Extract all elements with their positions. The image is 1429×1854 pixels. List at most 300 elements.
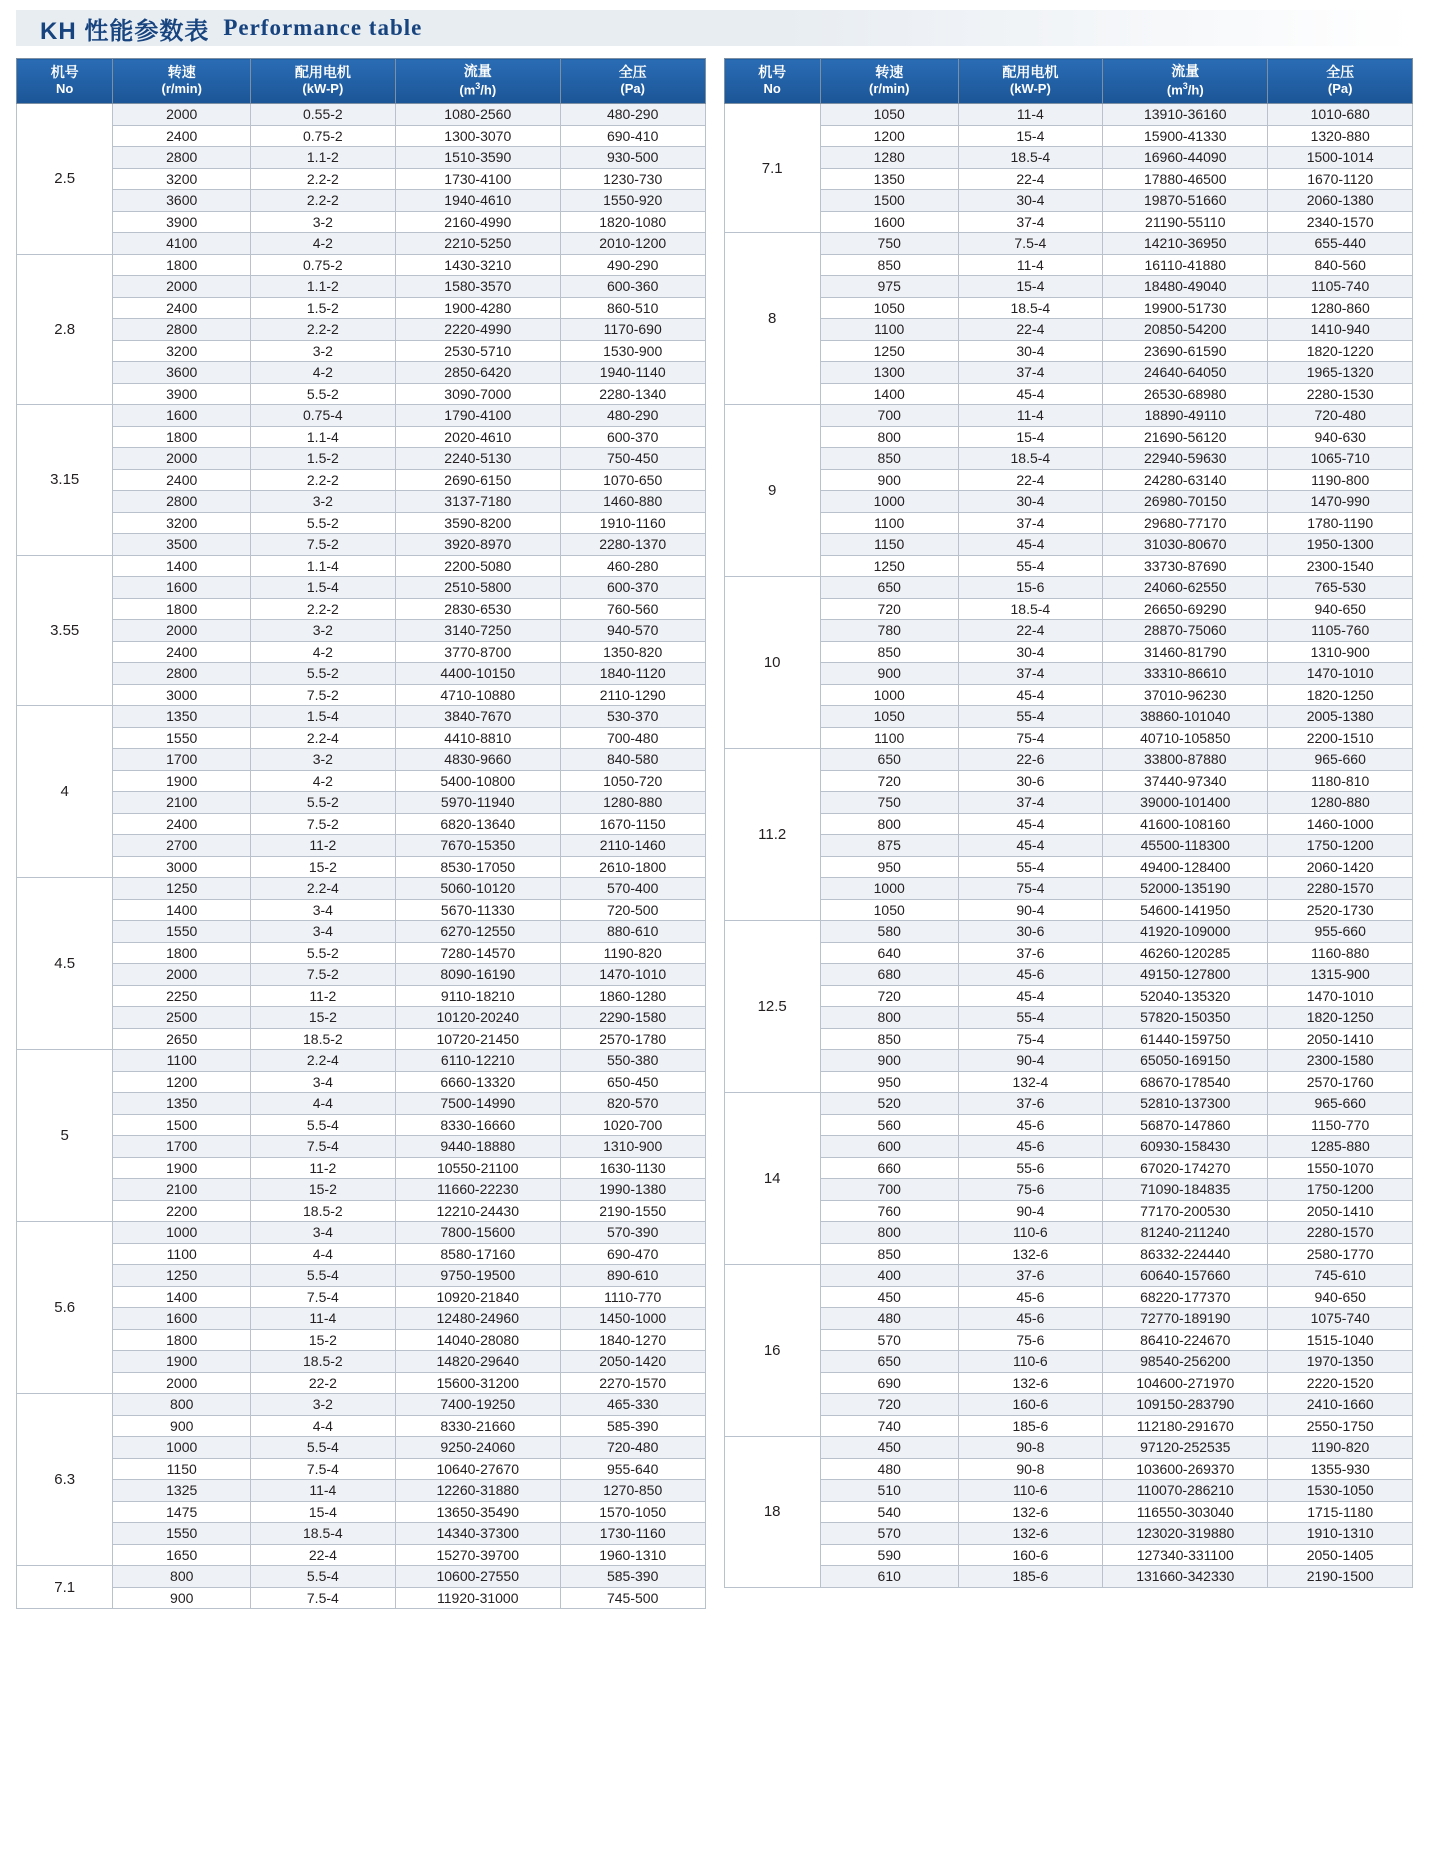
cell-pressure: 2060-1380 <box>1268 190 1413 212</box>
cell-flow: 2530-5710 <box>395 340 560 362</box>
cell-flow: 60930-158430 <box>1103 1136 1268 1158</box>
cell-pressure: 1820-1250 <box>1268 684 1413 706</box>
table-row <box>17 1200 706 1222</box>
table-row <box>17 1351 706 1373</box>
table-row <box>17 770 706 792</box>
cell-speed: 1900 <box>113 770 251 792</box>
performance-table-right <box>724 58 1414 1588</box>
cell-speed: 650 <box>820 577 958 599</box>
page-title-bar <box>16 10 1413 46</box>
table-row <box>17 856 706 878</box>
table-row <box>724 1136 1413 1158</box>
cell-flow: 7400-19250 <box>395 1394 560 1416</box>
cell-speed: 875 <box>820 835 958 857</box>
cell-speed: 1800 <box>113 254 251 276</box>
cell-motor: 90-4 <box>958 1200 1103 1222</box>
cell-motor: 18.5-4 <box>958 147 1103 169</box>
cell-pressure: 1470-1010 <box>1268 985 1413 1007</box>
cell-flow: 54600-141950 <box>1103 899 1268 921</box>
cell-flow: 104600-271970 <box>1103 1372 1268 1394</box>
table-row <box>724 663 1413 685</box>
cell-speed: 850 <box>820 641 958 663</box>
cell-pressure: 750-450 <box>560 448 705 470</box>
cell-motor: 18.5-2 <box>251 1351 396 1373</box>
table-row <box>724 921 1413 943</box>
cell-speed: 1000 <box>113 1222 251 1244</box>
cell-speed: 720 <box>820 985 958 1007</box>
cell-speed: 1500 <box>820 190 958 212</box>
table-row <box>724 1437 1413 1459</box>
table-row <box>17 1458 706 1480</box>
cell-pressure: 1310-900 <box>1268 641 1413 663</box>
table-row <box>724 813 1413 835</box>
header-flow: 流量 $(m^3/h)$ <box>395 59 560 104</box>
cell-model: 2.8 <box>17 254 113 405</box>
table-row <box>724 1544 1413 1566</box>
cell-pressure: 2005-1380 <box>1268 706 1413 728</box>
cell-flow: 12480-24960 <box>395 1308 560 1330</box>
cell-speed: 2200 <box>113 1200 251 1222</box>
cell-motor: 15-2 <box>251 1179 396 1201</box>
cell-speed: 2800 <box>113 663 251 685</box>
cell-pressure: 465-330 <box>560 1394 705 1416</box>
cell-speed: 1475 <box>113 1501 251 1523</box>
cell-speed: 1050 <box>820 297 958 319</box>
cell-flow: 14210-36950 <box>1103 233 1268 255</box>
cell-speed: 720 <box>820 770 958 792</box>
cell-speed: 400 <box>820 1265 958 1287</box>
cell-pressure: 1160-880 <box>1268 942 1413 964</box>
cell-flow: 112180-291670 <box>1103 1415 1268 1437</box>
cell-pressure: 600-360 <box>560 276 705 298</box>
table-row <box>17 749 706 771</box>
cell-flow: 2850-6420 <box>395 362 560 384</box>
table-row <box>17 663 706 685</box>
table-row <box>17 1071 706 1093</box>
table-row <box>724 1566 1413 1588</box>
cell-motor: 0.75-4 <box>251 405 396 427</box>
table-row <box>724 1308 1413 1330</box>
table-row <box>17 1007 706 1029</box>
cell-flow: 9440-18880 <box>395 1136 560 1158</box>
cell-flow: 97120-252535 <box>1103 1437 1268 1459</box>
cell-motor: 132-6 <box>958 1523 1103 1545</box>
cell-flow: 3770-8700 <box>395 641 560 663</box>
cell-pressure: 480-290 <box>560 405 705 427</box>
cell-pressure: 2300-1540 <box>1268 555 1413 577</box>
cell-flow: 86410-224670 <box>1103 1329 1268 1351</box>
cell-motor: 185-6 <box>958 1415 1103 1437</box>
cell-flow: 65050-169150 <box>1103 1050 1268 1072</box>
cell-pressure: 2050-1410 <box>1268 1028 1413 1050</box>
table-row <box>724 319 1413 341</box>
cell-motor: 18.5-4 <box>958 448 1103 470</box>
cell-motor: 5.5-4 <box>251 1114 396 1136</box>
cell-pressure: 2280-1340 <box>560 383 705 405</box>
cell-motor: 37-6 <box>958 1093 1103 1115</box>
cell-speed: 2250 <box>113 985 251 1007</box>
cell-flow: 56870-147860 <box>1103 1114 1268 1136</box>
cell-pressure: 1460-1000 <box>1268 813 1413 835</box>
cell-motor: 30-4 <box>958 641 1103 663</box>
cell-motor: 15-4 <box>958 125 1103 147</box>
cell-speed: 1600 <box>113 1308 251 1330</box>
cell-motor: 5.5-2 <box>251 792 396 814</box>
cell-motor: 37-4 <box>958 512 1103 534</box>
cell-motor: 4-4 <box>251 1243 396 1265</box>
table-row <box>17 641 706 663</box>
cell-flow: 26650-69290 <box>1103 598 1268 620</box>
table-row <box>17 448 706 470</box>
table-row <box>724 1243 1413 1265</box>
cell-pressure: 1315-900 <box>1268 964 1413 986</box>
right-table-body <box>724 104 1413 1588</box>
header-pressure: 全压 (Pa) <box>560 59 705 104</box>
cell-flow: 15270-39700 <box>395 1544 560 1566</box>
table-row <box>724 512 1413 534</box>
cell-speed: 560 <box>820 1114 958 1136</box>
cell-motor: 4-2 <box>251 641 396 663</box>
cell-pressure: 2200-1510 <box>1268 727 1413 749</box>
cell-motor: 90-4 <box>958 1050 1103 1072</box>
cell-speed: 640 <box>820 942 958 964</box>
cell-speed: 750 <box>820 792 958 814</box>
cell-pressure: 550-380 <box>560 1050 705 1072</box>
table-row <box>17 1544 706 1566</box>
cell-motor: 185-6 <box>958 1566 1103 1588</box>
cell-speed: 2100 <box>113 792 251 814</box>
table-row <box>17 319 706 341</box>
cell-flow: 21690-56120 <box>1103 426 1268 448</box>
table-row <box>724 1480 1413 1502</box>
cell-motor: 160-6 <box>958 1544 1103 1566</box>
table-row <box>724 577 1413 599</box>
table-row <box>724 1050 1413 1072</box>
cell-pressure: 1950-1300 <box>1268 534 1413 556</box>
cell-flow: 4410-8810 <box>395 727 560 749</box>
cell-speed: 1300 <box>820 362 958 384</box>
cell-speed: 680 <box>820 964 958 986</box>
cell-flow: 22940-59630 <box>1103 448 1268 470</box>
table-row <box>17 1028 706 1050</box>
table-row <box>724 534 1413 556</box>
table-row <box>17 706 706 728</box>
cell-model: 7.1 <box>724 104 820 233</box>
cell-pressure: 2280-1370 <box>560 534 705 556</box>
table-row <box>724 469 1413 491</box>
cell-speed: 2400 <box>113 469 251 491</box>
table-row <box>724 1114 1413 1136</box>
cell-motor: 30-4 <box>958 190 1103 212</box>
performance-table-page <box>0 10 1429 1854</box>
cell-pressure: 1470-990 <box>1268 491 1413 513</box>
cell-pressure: 1470-1010 <box>1268 663 1413 685</box>
cell-motor: 7.5-4 <box>251 1458 396 1480</box>
cell-flow: 8530-17050 <box>395 856 560 878</box>
cell-flow: 57820-150350 <box>1103 1007 1268 1029</box>
cell-pressure: 1190-820 <box>560 942 705 964</box>
cell-flow: 6270-12550 <box>395 921 560 943</box>
cell-motor: 1.1-2 <box>251 276 396 298</box>
cell-flow: 9750-19500 <box>395 1265 560 1287</box>
cell-flow: 23690-61590 <box>1103 340 1268 362</box>
table-row <box>17 1523 706 1545</box>
cell-pressure: 1940-1140 <box>560 362 705 384</box>
cell-pressure: 2050-1405 <box>1268 1544 1413 1566</box>
cell-flow: 40710-105850 <box>1103 727 1268 749</box>
cell-pressure: 1750-1200 <box>1268 1179 1413 1201</box>
cell-speed: 1550 <box>113 921 251 943</box>
table-row <box>724 1093 1413 1115</box>
cell-flow: 2690-6150 <box>395 469 560 491</box>
cell-motor: 15-4 <box>251 1501 396 1523</box>
cell-flow: 15900-41330 <box>1103 125 1268 147</box>
cell-motor: 15-4 <box>958 426 1103 448</box>
cell-flow: 3590-8200 <box>395 512 560 534</box>
cell-speed: 520 <box>820 1093 958 1115</box>
table-row <box>724 641 1413 663</box>
cell-pressure: 690-470 <box>560 1243 705 1265</box>
cell-pressure: 1910-1310 <box>1268 1523 1413 1545</box>
cell-pressure: 1180-810 <box>1268 770 1413 792</box>
cell-speed: 1050 <box>820 104 958 126</box>
cell-speed: 2000 <box>113 620 251 642</box>
cell-pressure: 1530-900 <box>560 340 705 362</box>
cell-speed: 3200 <box>113 340 251 362</box>
cell-pressure: 600-370 <box>560 426 705 448</box>
cell-pressure: 1970-1350 <box>1268 1351 1413 1373</box>
cell-motor: 11-4 <box>958 254 1103 276</box>
cell-motor: 7.5-2 <box>251 813 396 835</box>
table-row <box>17 190 706 212</box>
cell-motor: 7.5-4 <box>958 233 1103 255</box>
cell-flow: 49150-127800 <box>1103 964 1268 986</box>
table-row <box>724 1157 1413 1179</box>
cell-motor: 110-6 <box>958 1480 1103 1502</box>
cell-motor: 5.5-4 <box>251 1566 396 1588</box>
cell-flow: 5970-11940 <box>395 792 560 814</box>
cell-pressure: 745-610 <box>1268 1265 1413 1287</box>
cell-pressure: 585-390 <box>560 1415 705 1437</box>
cell-flow: 18480-49040 <box>1103 276 1268 298</box>
cell-motor: 15-2 <box>251 856 396 878</box>
table-row <box>724 190 1413 212</box>
cell-flow: 52000-135190 <box>1103 878 1268 900</box>
cell-flow: 38860-101040 <box>1103 706 1268 728</box>
table-row <box>17 792 706 814</box>
cell-motor: 18.5-2 <box>251 1200 396 1222</box>
cell-pressure: 930-500 <box>560 147 705 169</box>
cell-speed: 850 <box>820 448 958 470</box>
table-row <box>17 125 706 147</box>
cell-motor: 1.1-4 <box>251 555 396 577</box>
table-row <box>17 1157 706 1179</box>
cell-motor: 11-2 <box>251 1157 396 1179</box>
table-row <box>724 211 1413 233</box>
cell-model: 5.6 <box>17 1222 113 1394</box>
cell-pressure: 655-440 <box>1268 233 1413 255</box>
cell-flow: 6110-12210 <box>395 1050 560 1072</box>
cell-flow: 10640-27670 <box>395 1458 560 1480</box>
cell-pressure: 2340-1570 <box>1268 211 1413 233</box>
cell-motor: 110-6 <box>958 1222 1103 1244</box>
table-row <box>724 1265 1413 1287</box>
cell-flow: 3920-8970 <box>395 534 560 556</box>
cell-speed: 900 <box>820 469 958 491</box>
cell-flow: 12210-24430 <box>395 1200 560 1222</box>
cell-speed: 760 <box>820 1200 958 1222</box>
cell-pressure: 1105-740 <box>1268 276 1413 298</box>
table-row <box>17 1394 706 1416</box>
cell-pressure: 2570-1780 <box>560 1028 705 1050</box>
cell-pressure: 1170-690 <box>560 319 705 341</box>
table-header-row <box>724 59 1413 104</box>
header-pressure: 全压 (Pa) <box>1268 59 1413 104</box>
cell-speed: 590 <box>820 1544 958 1566</box>
table-row <box>724 297 1413 319</box>
cell-speed: 2500 <box>113 1007 251 1029</box>
cell-pressure: 860-510 <box>560 297 705 319</box>
cell-pressure: 2520-1730 <box>1268 899 1413 921</box>
cell-flow: 33310-86610 <box>1103 663 1268 685</box>
cell-pressure: 490-290 <box>560 254 705 276</box>
cell-flow: 31030-80670 <box>1103 534 1268 556</box>
cell-speed: 975 <box>820 276 958 298</box>
cell-model: 18 <box>724 1437 820 1588</box>
cell-pressure: 1110-770 <box>560 1286 705 1308</box>
table-row <box>17 577 706 599</box>
cell-motor: 22-4 <box>958 620 1103 642</box>
page-title-cn: KH 性能参数表 <box>40 17 210 45</box>
table-row <box>17 405 706 427</box>
cell-flow: 7280-14570 <box>395 942 560 964</box>
cell-speed: 3000 <box>113 684 251 706</box>
cell-flow: 1940-4610 <box>395 190 560 212</box>
table-row <box>17 362 706 384</box>
table-row <box>724 1394 1413 1416</box>
cell-speed: 950 <box>820 1071 958 1093</box>
table-row <box>724 104 1413 126</box>
table-row <box>17 383 706 405</box>
cell-speed: 1150 <box>820 534 958 556</box>
cell-pressure: 1020-700 <box>560 1114 705 1136</box>
cell-speed: 480 <box>820 1308 958 1330</box>
cell-flow: 33730-87690 <box>1103 555 1268 577</box>
cell-speed: 750 <box>820 233 958 255</box>
cell-flow: 37010-96230 <box>1103 684 1268 706</box>
cell-motor: 160-6 <box>958 1394 1103 1416</box>
cell-flow: 7500-14990 <box>395 1093 560 1115</box>
cell-speed: 1650 <box>113 1544 251 1566</box>
cell-flow: 45500-118300 <box>1103 835 1268 857</box>
header-model: 机号 No <box>17 59 113 104</box>
table-row <box>724 899 1413 921</box>
cell-pressure: 1010-680 <box>1268 104 1413 126</box>
cell-flow: 52040-135320 <box>1103 985 1268 1007</box>
cell-motor: 11-4 <box>958 104 1103 126</box>
cell-motor: 15-4 <box>958 276 1103 298</box>
cell-motor: 37-6 <box>958 1265 1103 1287</box>
cell-flow: 11920-31000 <box>395 1587 560 1609</box>
table-row <box>17 1329 706 1351</box>
table-row <box>17 512 706 534</box>
cell-flow: 13650-35490 <box>395 1501 560 1523</box>
cell-flow: 4400-10150 <box>395 663 560 685</box>
cell-flow: 4710-10880 <box>395 684 560 706</box>
cell-flow: 1900-4280 <box>395 297 560 319</box>
cell-motor: 75-4 <box>958 727 1103 749</box>
cell-speed: 3600 <box>113 190 251 212</box>
cell-speed: 700 <box>820 1179 958 1201</box>
table-row <box>17 1286 706 1308</box>
cell-pressure: 2050-1420 <box>560 1351 705 1373</box>
cell-pressure: 1470-1010 <box>560 964 705 986</box>
cell-pressure: 530-370 <box>560 706 705 728</box>
table-row <box>724 1179 1413 1201</box>
cell-motor: 11-2 <box>251 835 396 857</box>
cell-speed: 540 <box>820 1501 958 1523</box>
cell-flow: 131660-342330 <box>1103 1566 1268 1588</box>
cell-motor: 30-6 <box>958 770 1103 792</box>
cell-pressure: 1840-1120 <box>560 663 705 685</box>
cell-speed: 2000 <box>113 1372 251 1394</box>
cell-pressure: 2050-1410 <box>1268 1200 1413 1222</box>
table-row <box>17 1308 706 1330</box>
cell-motor: 22-4 <box>958 319 1103 341</box>
cell-motor: 3-2 <box>251 491 396 513</box>
cell-pressure: 1350-820 <box>560 641 705 663</box>
cell-speed: 2100 <box>113 1179 251 1201</box>
cell-pressure: 765-530 <box>1268 577 1413 599</box>
cell-pressure: 940-630 <box>1268 426 1413 448</box>
cell-flow: 71090-184835 <box>1103 1179 1268 1201</box>
cell-speed: 1050 <box>820 899 958 921</box>
cell-motor: 4-2 <box>251 362 396 384</box>
cell-motor: 45-4 <box>958 985 1103 1007</box>
cell-motor: 1.5-4 <box>251 706 396 728</box>
table-row <box>724 276 1413 298</box>
cell-motor: 3-4 <box>251 921 396 943</box>
cell-motor: 18.5-4 <box>251 1523 396 1545</box>
cell-speed: 1100 <box>820 319 958 341</box>
page-title-en: Performance table <box>223 15 423 40</box>
cell-flow: 2160-4990 <box>395 211 560 233</box>
cell-model: 11.2 <box>724 749 820 921</box>
cell-motor: 7.5-4 <box>251 1587 396 1609</box>
cell-flow: 29680-77170 <box>1103 512 1268 534</box>
cell-motor: 45-6 <box>958 1308 1103 1330</box>
cell-pressure: 1715-1180 <box>1268 1501 1413 1523</box>
cell-flow: 116550-303040 <box>1103 1501 1268 1523</box>
cell-motor: 37-4 <box>958 362 1103 384</box>
cell-speed: 1350 <box>113 706 251 728</box>
cell-pressure: 720-500 <box>560 899 705 921</box>
cell-motor: 22-4 <box>251 1544 396 1566</box>
header-model: 机号 No <box>724 59 820 104</box>
cell-pressure: 690-410 <box>560 125 705 147</box>
cell-model: 4.5 <box>17 878 113 1050</box>
cell-motor: 55-4 <box>958 555 1103 577</box>
table-row <box>724 1028 1413 1050</box>
cell-flow: 61440-159750 <box>1103 1028 1268 1050</box>
cell-motor: 7.5-4 <box>251 1136 396 1158</box>
cell-pressure: 2110-1460 <box>560 835 705 857</box>
cell-flow: 33800-87880 <box>1103 749 1268 771</box>
cell-motor: 15-2 <box>251 1007 396 1029</box>
right-table-wrap <box>724 58 1414 1609</box>
cell-pressure: 1050-720 <box>560 770 705 792</box>
cell-speed: 570 <box>820 1329 958 1351</box>
